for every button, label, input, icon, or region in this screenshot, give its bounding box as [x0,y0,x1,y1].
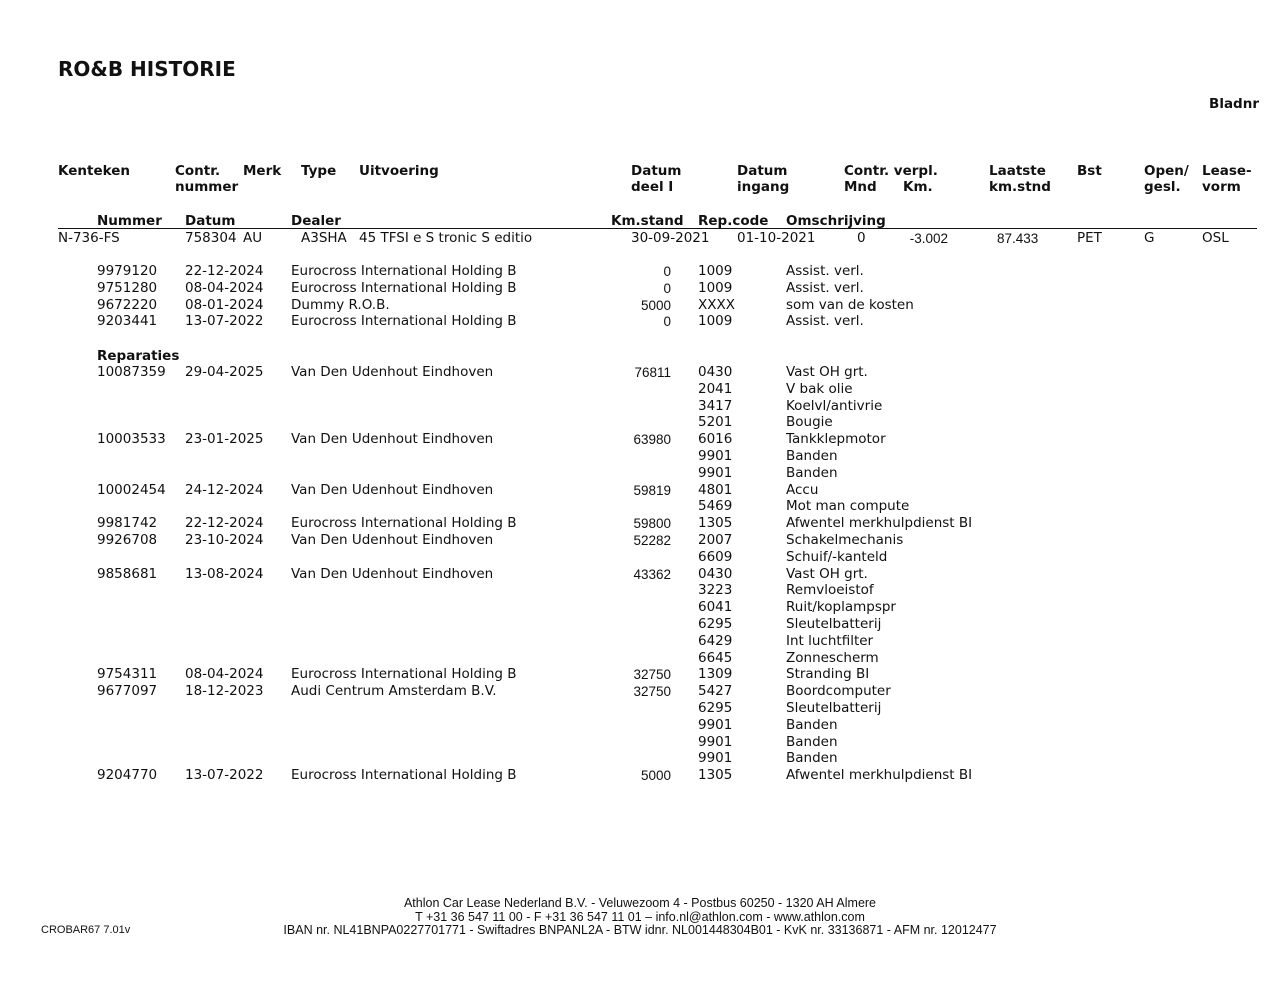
row-nummer: 9203441 [97,313,158,329]
row-repcode: 5201 [698,414,733,430]
row-kmstand: 0 [663,314,671,329]
row-omschrijving: Sleutelbatterij [786,700,882,716]
vehicle-kenteken: N-736-FS [58,230,120,246]
footer-line-1: Athlon Car Lease Nederland B.V. - Veluwezoom 4 - Postbus 60250 - 1320 AH Almere [403,896,877,910]
row-dealer: Eurocross International Holding B [291,666,517,682]
row-omschrijving: Schuif/-kanteld [786,549,888,565]
row-repcode: 5427 [698,683,733,699]
col-nummer: Nummer [97,213,162,229]
row-datum: 22-12-2024 [185,263,264,279]
vehicle-type: A3SHA [301,230,347,246]
row-nummer: 9754311 [97,666,158,682]
reparaties-heading: Reparaties [97,348,180,364]
col-km: Km. [903,179,933,195]
vehicle-open: G [1144,230,1155,246]
row-omschrijving: Tankklepmotor [786,431,886,447]
row-omschrijving: Koelvl/antivrie [786,398,883,414]
vehicle-datum-ingang: 01-10-2021 [737,230,816,246]
row-nummer: 9981742 [97,515,158,531]
row-repcode: 1305 [698,767,733,783]
row-nummer: 10087359 [97,364,166,380]
row-repcode: 6295 [698,700,733,716]
row-nummer: 9926708 [97,532,158,548]
row-dealer: Van Den Udenhout Eindhoven [291,431,494,447]
row-omschrijving: Banden [786,734,838,750]
row-omschrijving: Mot man compute [786,498,910,514]
row-nummer: 10003533 [97,431,166,447]
row-repcode: 9901 [698,448,733,464]
row-omschrijving: Vast OH grt. [786,364,868,380]
row-dealer: Eurocross International Holding B [291,313,517,329]
form-code: CROBAR67 7.01v [41,924,131,936]
row-repcode: 3223 [698,582,733,598]
row-dealer: Eurocross International Holding B [291,515,517,531]
col-omschrijving: Omschrijving [786,213,886,229]
row-omschrijving: Vast OH grt. [786,566,868,582]
vehicle-km: -3.002 [909,231,948,246]
vehicle-contract: 758304 [185,230,237,246]
col-open-2: gesl. [1144,179,1181,195]
row-repcode: 4801 [698,482,733,498]
row-repcode: 0430 [698,364,733,380]
row-repcode: 1309 [698,666,733,682]
row-omschrijving: Afwentel merkhulpdienst BI [786,515,973,531]
row-kmstand: 59819 [633,483,671,498]
row-repcode: 2007 [698,532,733,548]
col-laatste-2: km.stnd [989,179,1051,195]
col-open-1: Open/ [1144,163,1189,179]
col-contr-verpl: Contr. verpl. [844,163,938,179]
row-omschrijving: Assist. verl. [786,280,864,296]
vehicle-lease: OSL [1202,230,1229,246]
row-omschrijving: Schakelmechanis [786,532,904,548]
row-repcode: 9901 [698,750,733,766]
col-kenteken: Kenteken [58,163,130,179]
col-bst: Bst [1077,163,1102,179]
row-kmstand: 76811 [634,365,671,380]
row-datum: 23-10-2024 [185,532,264,548]
col-merk: Merk [243,163,282,179]
row-repcode: 9901 [698,717,733,733]
row-nummer: 10002454 [97,482,166,498]
col-datum: Datum [185,213,236,229]
row-repcode: 0430 [698,566,733,582]
vehicle-laatste-km: 87.433 [997,231,1039,246]
row-omschrijving: Banden [786,717,838,733]
row-datum: 08-04-2024 [185,280,264,296]
row-repcode: 1305 [698,515,733,531]
col-type: Type [301,163,337,179]
row-kmstand: 52282 [633,533,671,548]
row-nummer: 9672220 [97,297,158,313]
col-contr-nummer-1: Contr. [175,163,221,179]
row-omschrijving: Banden [786,465,838,481]
row-dealer: Eurocross International Holding B [291,767,517,783]
row-kmstand: 32750 [633,684,671,699]
row-datum: 08-01-2024 [185,297,264,313]
row-repcode: 1009 [698,263,733,279]
row-repcode: 6016 [698,431,733,447]
row-omschrijving: Assist. verl. [786,313,864,329]
col-contr-nummer-2: nummer [175,179,239,195]
row-datum: 24-12-2024 [185,482,264,498]
row-nummer: 9979120 [97,263,158,279]
row-kmstand: 0 [663,281,671,296]
col-dealer: Dealer [291,213,341,229]
row-repcode: 9901 [698,465,733,481]
row-omschrijving: Banden [786,750,838,766]
row-repcode: 1009 [698,313,733,329]
row-omschrijving: Stranding BI [786,666,870,682]
row-datum: 13-07-2022 [185,313,264,329]
row-omschrijving: Remvloeistof [786,582,874,598]
row-repcode: 6645 [698,650,733,666]
row-repcode: 2041 [698,381,733,397]
row-repcode: 5469 [698,498,733,514]
col-datum-ingang-1: Datum [737,163,788,179]
col-mnd: Mnd [844,179,877,195]
row-datum: 08-04-2024 [185,666,264,682]
row-kmstand: 63980 [633,432,671,447]
row-repcode: 6429 [698,633,733,649]
col-kmstand: Km.stand [611,213,684,229]
header-rule [58,228,1257,229]
col-uitvoering: Uitvoering [359,163,439,179]
page-title: RO&B HISTORIE [58,57,236,81]
row-datum: 13-07-2022 [185,767,264,783]
row-omschrijving: V bak olie [786,381,853,397]
row-omschrijving: Assist. verl. [786,263,864,279]
row-omschrijving: Bougie [786,414,833,430]
row-dealer: Audi Centrum Amsterdam B.V. [291,683,497,699]
col-lease-2: vorm [1202,179,1241,195]
row-omschrijving: Sleutelbatterij [786,616,882,632]
row-nummer: 9677097 [97,683,158,699]
col-lease-1: Lease- [1202,163,1252,179]
row-repcode: 6609 [698,549,733,565]
row-kmstand: 32750 [633,667,671,682]
vehicle-mnd: 0 [857,230,866,246]
row-omschrijving: Ruit/koplampspr [786,599,896,615]
row-nummer: 9751280 [97,280,158,296]
row-omschrijving: Int luchtfilter [786,633,874,649]
row-dealer: Van Den Udenhout Eindhoven [291,364,494,380]
row-repcode: 6041 [698,599,733,615]
row-kmstand: 0 [663,264,671,279]
row-datum: 13-08-2024 [185,566,264,582]
col-datum-ingang-2: ingang [737,179,790,195]
vehicle-bst: PET [1077,230,1102,246]
footer-line-2: T +31 36 547 11 00 - F +31 36 547 11 01 – info.nl@athlon.com - www.athlon.com [415,910,865,924]
vehicle-merk: AU [243,230,263,246]
row-dealer: Van Den Udenhout Eindhoven [291,566,494,582]
row-omschrijving: Boordcomputer [786,683,891,699]
row-repcode: 1009 [698,280,733,296]
row-repcode: 6295 [698,616,733,632]
col-datum-deel-1: Datum [631,163,682,179]
row-kmstand: 5000 [640,768,671,783]
row-nummer: 9858681 [97,566,158,582]
row-kmstand: 5000 [640,298,671,313]
row-dealer: Eurocross International Holding B [291,280,517,296]
row-datum: 29-04-2025 [185,364,264,380]
row-kmstand: 59800 [633,516,671,531]
row-dealer: Eurocross International Holding B [291,263,517,279]
row-nummer: 9204770 [97,767,158,783]
vehicle-uitvoering: 45 TFSI e S tronic S editio [359,230,533,246]
row-omschrijving: Accu [786,482,819,498]
row-dealer: Van Den Udenhout Eindhoven [291,482,494,498]
row-omschrijving: Afwentel merkhulpdienst BI [786,767,973,783]
row-repcode: 9901 [698,734,733,750]
row-repcode: XXXX [698,297,735,313]
row-dealer: Van Den Udenhout Eindhoven [291,532,494,548]
row-dealer: Dummy R.O.B. [291,297,390,313]
row-datum: 18-12-2023 [185,683,264,699]
row-datum: 23-01-2025 [185,431,264,447]
page-number-label: Bladnr [1209,96,1259,112]
row-kmstand: 43362 [633,567,671,582]
row-omschrijving: som van de kosten [786,297,914,313]
col-repcode: Rep.code [698,213,769,229]
col-laatste-1: Laatste [989,163,1046,179]
col-datum-deel-2: deel I [631,179,674,195]
row-datum: 22-12-2024 [185,515,264,531]
row-omschrijving: Banden [786,448,838,464]
row-omschrijving: Zonnescherm [786,650,879,666]
row-repcode: 3417 [698,398,733,414]
vehicle-datum-deel: 30-09-2021 [631,230,710,246]
footer-line-3: IBAN nr. NL41BNPA0227701771 - Swiftadres BNPANL2A - BTW idnr. NL001448304B01 - KvK nr. 33136871 - AFM nr. 12012477 [283,923,997,937]
